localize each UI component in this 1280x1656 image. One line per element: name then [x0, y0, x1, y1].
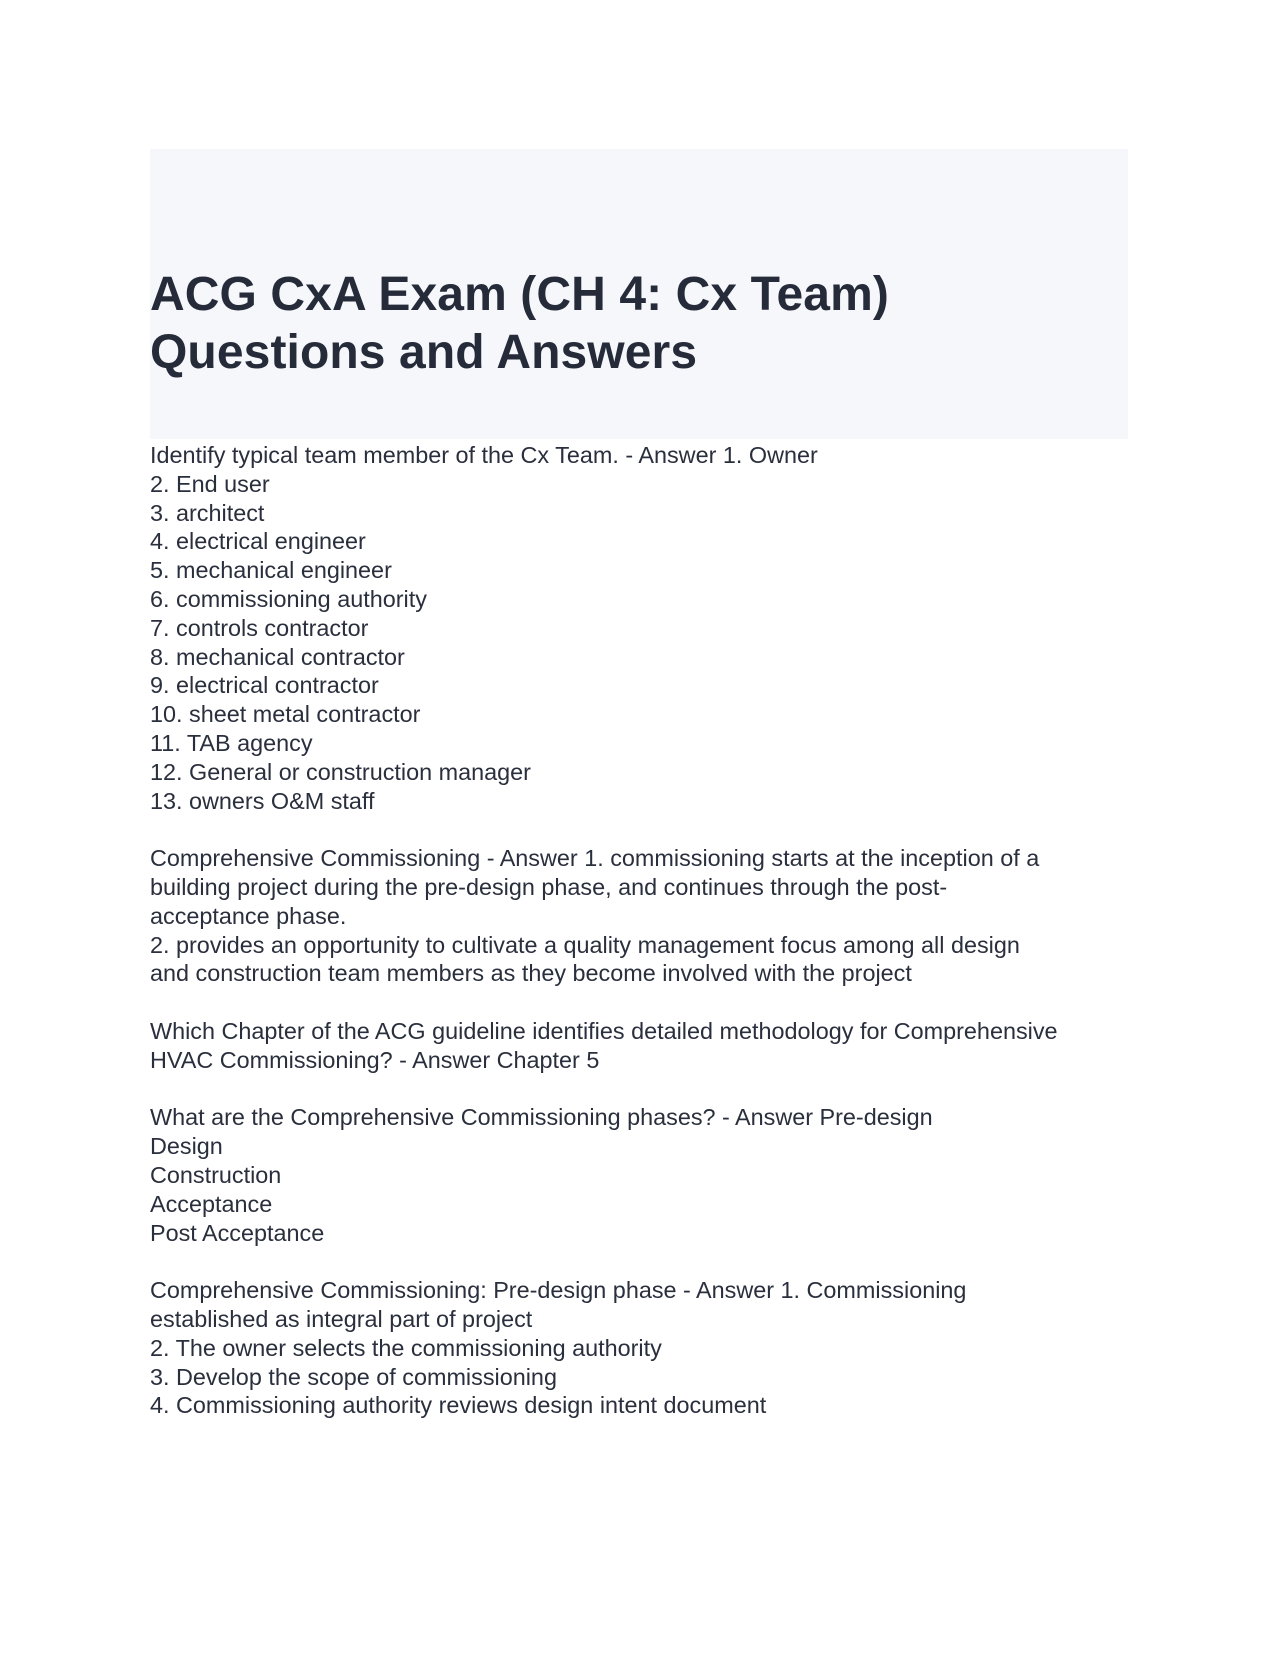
qa-line: 2. End user — [150, 470, 270, 497]
qa-line: 6. commissioning authority — [150, 585, 427, 612]
document-page — [150, 149, 1128, 1449]
qa-line: Construction — [150, 1161, 282, 1188]
title-banner — [150, 149, 1128, 439]
qa-line: 4. electrical engineer — [150, 528, 366, 555]
qa-line: Acceptance — [150, 1190, 273, 1217]
qa-line: established as integral part of project — [150, 1305, 533, 1332]
qa-line: 12. General or construction manager — [150, 758, 531, 785]
qa-line: 9. electrical contractor — [150, 672, 379, 699]
qa-line: 11. TAB agency — [150, 729, 313, 756]
qa-line: 4. Commissioning authority reviews design intent document — [150, 1392, 767, 1419]
qa-line: Comprehensive Commissioning: Pre-design phase - Answer 1. Commissioning — [150, 1277, 967, 1304]
title-line-1: ACG CxA Exam (CH 4: Cx Team) — [150, 268, 889, 321]
qa-block-pre-design — [150, 1276, 1128, 1420]
qa-line: 8. mechanical contractor — [150, 643, 405, 670]
qa-line: Post Acceptance — [150, 1219, 325, 1246]
qa-line: 2. The owner selects the commissioning authority — [150, 1334, 662, 1361]
title-line-2: Questions and Answers — [150, 326, 698, 379]
qa-line: 3. architect — [150, 499, 265, 526]
qa-block-team-members — [150, 441, 1128, 815]
qa-block-acg-chapter — [150, 1017, 1128, 1075]
qa-line: What are the Comprehensive Commissioning phases? - Answer Pre-design — [150, 1104, 933, 1131]
qa-line: Design — [150, 1133, 223, 1160]
document-title — [150, 266, 889, 382]
qa-line: 7. controls contractor — [150, 614, 369, 641]
qa-content — [150, 439, 1128, 1420]
qa-line: Identify typical team member of the Cx Team. - Answer 1. Owner — [150, 442, 818, 468]
qa-line: Which Chapter of the ACG guideline identifies detailed methodology for Comprehensive — [150, 1017, 1058, 1044]
qa-line: Comprehensive Commissioning - Answer 1. commissioning starts at the inception of a — [150, 845, 1040, 872]
qa-line: 5. mechanical engineer — [150, 557, 392, 584]
qa-line: building project during the pre-design phase, and continues through the post- — [150, 873, 948, 900]
qa-line: acceptance phase. — [150, 902, 347, 929]
qa-line: and construction team members as they become involved with the project — [150, 960, 912, 987]
qa-block-phases — [150, 1103, 1128, 1247]
qa-line: 3. Develop the scope of commissioning — [150, 1363, 557, 1390]
qa-line: 13. owners O&M staff — [150, 787, 375, 814]
qa-block-comprehensive-commissioning — [150, 844, 1128, 988]
qa-line: 2. provides an opportunity to cultivate a quality management focus among all design — [150, 931, 1020, 958]
qa-line: 10. sheet metal contractor — [150, 701, 421, 728]
qa-line: HVAC Commissioning? - Answer Chapter 5 — [150, 1046, 600, 1073]
